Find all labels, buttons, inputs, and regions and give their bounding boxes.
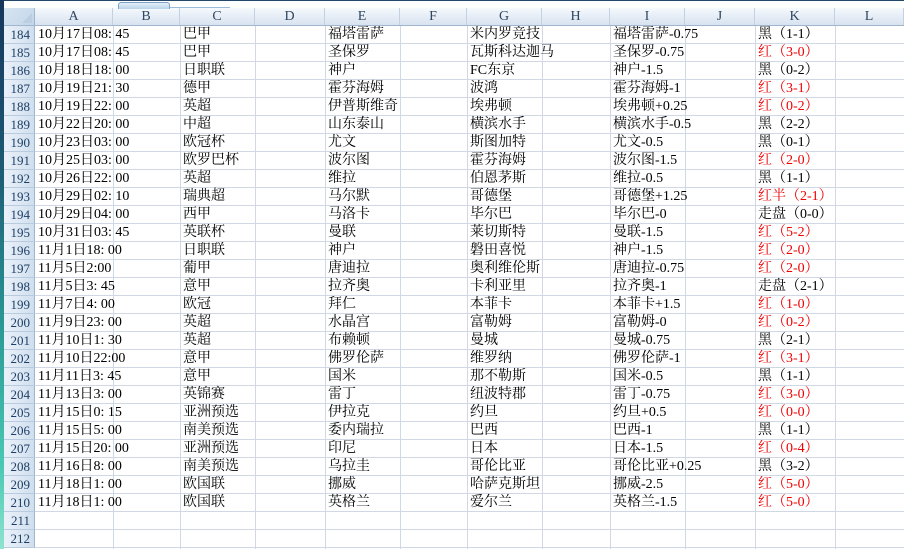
cell-handicap[interactable]: 维拉-0.5 [613,171,664,186]
cell-away-team[interactable]: 霍芬海姆 [470,153,526,168]
cell-result[interactable]: 红（2-0） [758,261,819,276]
cell-home-team[interactable]: 山东泰山 [328,117,384,132]
cell-date[interactable]: 11月15日0: 15 [38,405,122,420]
cell-handicap[interactable]: 巴西-1 [613,423,653,438]
cell-league[interactable]: 欧冠 [183,297,211,312]
cell-handicap[interactable]: 埃弗顿+0.25 [613,99,688,114]
cell-handicap[interactable]: 雷丁-0.75 [613,387,671,402]
cell-date[interactable]: 10月26日22: 00 [38,171,130,186]
cell-league[interactable]: 南美预选 [183,459,239,474]
cell-handicap[interactable]: 曼联-1.5 [613,225,664,240]
table-row [35,80,904,98]
cell-away-team[interactable]: 哥德堡 [470,189,512,204]
cell-date[interactable]: 11月15日20: 00 [38,441,129,456]
table-row [35,206,904,224]
cell-league[interactable]: 日职联 [183,243,225,258]
column-header-D[interactable]: D [255,8,325,25]
cell-result[interactable]: 红（3-1） [758,81,819,96]
cell-date[interactable]: 10月29日02: 10 [38,189,130,204]
cell-away-team[interactable]: 瓦斯科达迦马 [470,45,554,60]
column-header-H[interactable]: H [542,8,610,25]
row-header[interactable]: 204 [0,386,35,404]
cell-result[interactable]: 红（2-0） [758,243,819,258]
row-header[interactable]: 211 [0,512,35,530]
row-header[interactable]: 191 [0,152,35,170]
cell-away-team[interactable]: 维罗纳 [470,351,512,366]
table-row [35,44,904,62]
row-header[interactable]: 195 [0,224,35,242]
table-row [35,512,904,530]
cell-result[interactable]: 黑（0-2） [758,63,819,78]
table-row [35,260,904,278]
table-row [35,422,904,440]
cell-away-team[interactable]: 那不勒斯 [470,369,526,384]
cell-date[interactable]: 10月17日08: 45 [38,27,130,42]
table-row [35,278,904,296]
row-header[interactable]: 184 [0,26,35,44]
column-header-E[interactable]: E [325,8,400,25]
cell-away-team[interactable]: 哈萨克斯坦 [470,477,540,492]
cell-result[interactable]: 红（5-0） [758,477,819,492]
cell-date[interactable]: 11月13日3: 00 [38,387,122,402]
cell-home-team[interactable]: 雷丁 [328,387,356,402]
cell-league[interactable]: 德甲 [183,81,211,96]
cell-result[interactable]: 红半（2-1） [758,189,833,204]
row-header[interactable]: 206 [0,422,35,440]
row-header[interactable]: 199 [0,296,35,314]
row-header[interactable]: 202 [0,350,35,368]
cell-league[interactable]: 巴甲 [183,27,211,42]
cell-result[interactable]: 红（0-2） [758,99,819,114]
cell-home-team[interactable]: 神户 [328,63,356,78]
cell-away-team[interactable]: 纽波特郡 [470,387,526,402]
cell-result[interactable]: 红（5-0） [758,495,819,510]
row-header[interactable]: 201 [0,332,35,350]
cell-home-team[interactable]: 神户 [328,243,356,258]
cell-handicap[interactable]: 佛罗伦萨-1 [613,351,681,366]
cell-result[interactable]: 黑（1-1） [758,27,819,42]
table-row [35,188,904,206]
cell-date[interactable]: 11月7日4: 00 [38,297,115,312]
cell-league[interactable]: 西甲 [183,207,211,222]
cell-home-team[interactable]: 维拉 [328,171,356,186]
cell-handicap[interactable]: 本菲卡+1.5 [613,297,681,312]
cell-away-team[interactable]: FC东京 [470,63,516,78]
cell-league[interactable]: 欧国联 [183,495,225,510]
cell-handicap[interactable]: 国米-0.5 [613,369,664,384]
row-header[interactable]: 193 [0,188,35,206]
cell-result[interactable]: 红（3-0） [758,387,819,402]
cell-handicap[interactable]: 霍芬海姆-1 [613,81,681,96]
cell-date[interactable]: 10月25日03: 00 [38,153,130,168]
row-header[interactable]: 197 [0,260,35,278]
cell-home-team[interactable]: 拉齐奥 [328,279,370,294]
cell-result[interactable]: 黑（3-2） [758,459,819,474]
table-row [35,170,904,188]
table-row [35,224,904,242]
cell-away-team[interactable]: 埃弗顿 [470,99,512,114]
cell-away-team[interactable]: 卡利亚里 [470,279,526,294]
cell-away-team[interactable]: 哥伦比亚 [470,459,526,474]
cell-home-team[interactable]: 尤文 [328,135,356,150]
tab-line [170,7,230,8]
cell-away-team[interactable]: 曼城 [470,333,498,348]
column-header-B[interactable]: B [113,8,180,25]
cell-handicap[interactable]: 横滨水手-0.5 [613,117,692,132]
table-row [35,368,904,386]
cell-date[interactable]: 11月15日5: 00 [38,423,122,438]
cell-date[interactable]: 11月18日1: 00 [38,495,122,510]
table-row [35,116,904,134]
cell-league[interactable]: 葡甲 [183,261,211,276]
cell-handicap[interactable]: 波尔图-1.5 [613,153,678,168]
cell-date[interactable]: 10月22日20: 00 [38,117,130,132]
cell-league[interactable]: 意甲 [183,369,211,384]
row-header[interactable]: 192 [0,170,35,188]
cell-away-team[interactable]: 斯图加特 [470,135,526,150]
row-header[interactable]: 186 [0,62,35,80]
cell-away-team[interactable]: 波鸿 [470,81,498,96]
cell-result[interactable]: 黑（2-1） [758,333,819,348]
cell-league[interactable]: 南美预选 [183,423,239,438]
row-header[interactable]: 210 [0,494,35,512]
table-row [35,332,904,350]
cell-home-team[interactable]: 马尔默 [328,189,370,204]
cell-date[interactable]: 10月19日22: 00 [38,99,130,114]
cell-home-team[interactable]: 委内瑞拉 [328,423,384,438]
cell-league[interactable]: 亚洲预选 [183,441,239,456]
cell-home-team[interactable]: 印尼 [328,441,356,456]
cell-date[interactable]: 10月18日18: 00 [38,63,130,78]
cell-league[interactable]: 中超 [183,117,211,132]
cell-handicap[interactable]: 圣保罗-0.75 [613,45,685,60]
cell-result[interactable]: 红（0-4） [758,441,819,456]
cell-handicap[interactable]: 神户-1.5 [613,63,664,78]
cell-league[interactable]: 英超 [183,171,211,186]
cell-handicap[interactable]: 唐迪拉-0.75 [613,261,685,276]
cell-home-team[interactable]: 霍芬海姆 [328,81,384,96]
cell-away-team[interactable]: 毕尔巴 [470,207,512,222]
row-header[interactable]: 205 [0,404,35,422]
cell-date[interactable]: 11月11日3: 45 [38,369,122,384]
row-header[interactable]: 188 [0,98,35,116]
cell-away-team[interactable]: 磐田喜悦 [470,243,526,258]
row-header[interactable]: 185 [0,44,35,62]
cell-home-team[interactable]: 伊普斯维奇 [328,99,398,114]
row-header[interactable]: 200 [0,314,35,332]
cell-away-team[interactable]: 横滨水手 [470,117,526,132]
cell-league[interactable]: 英锦赛 [183,387,225,402]
cell-date[interactable]: 10月19日21: 30 [38,81,130,96]
name-box-tab [118,2,170,9]
cell-home-team[interactable]: 佛罗伦萨 [328,351,384,366]
row-header[interactable]: 187 [0,80,35,98]
cell-date[interactable]: 10月17日08: 45 [38,45,130,60]
cell-result[interactable]: 黑（1-1） [758,423,819,438]
cell-away-team[interactable]: 巴西 [470,423,498,438]
cell-league[interactable]: 英超 [183,99,211,114]
table-row [35,476,904,494]
table-row [35,440,904,458]
cell-result[interactable]: 红（2-0） [758,153,819,168]
cell-handicap[interactable]: 约旦+0.5 [613,405,667,420]
cell-league[interactable]: 欧冠杯 [183,135,225,150]
cell-result[interactable]: 红（0-2） [758,315,819,330]
cell-league[interactable]: 英超 [183,315,211,330]
column-header-J[interactable]: J [685,8,755,25]
table-row [35,404,904,422]
select-all-button[interactable] [0,8,35,25]
cell-league[interactable]: 英超 [183,333,211,348]
cell-home-team[interactable]: 英格兰 [328,495,370,510]
cell-league[interactable]: 意甲 [183,279,211,294]
cell-date[interactable]: 10月31日03: 45 [38,225,130,240]
cell-league[interactable]: 欧国联 [183,477,225,492]
cell-home-team[interactable]: 圣保罗 [328,45,370,60]
cell-handicap[interactable]: 尤文-0.5 [613,135,664,150]
cell-home-team[interactable]: 福塔雷萨 [328,27,384,42]
row-header[interactable]: 212 [0,530,35,548]
cell-league[interactable]: 亚洲预选 [183,405,239,420]
cell-handicap[interactable]: 哥德堡+1.25 [613,189,688,204]
cell-result[interactable]: 黑（0-1） [758,135,819,150]
cell-away-team[interactable]: 爱尔兰 [470,495,512,510]
cell-result[interactable]: 红（3-0） [758,45,819,60]
cell-handicap[interactable]: 挪威-2.5 [613,477,664,492]
row-header[interactable]: 190 [0,134,35,152]
cell-home-team[interactable]: 唐迪拉 [328,261,370,276]
cell-home-team[interactable]: 曼联 [328,225,356,240]
cell-home-team[interactable]: 伊拉克 [328,405,370,420]
row-header-gutter [0,26,35,548]
table-row [35,458,904,476]
cell-away-team[interactable]: 本菲卡 [470,297,512,312]
cell-home-team[interactable]: 乌拉圭 [328,459,370,474]
formula-bar-sliver [0,0,904,8]
cell-date[interactable]: 11月18日1: 00 [38,477,122,492]
cell-away-team[interactable]: 约旦 [470,405,498,420]
cell-date[interactable]: 11月5日2:00 [38,261,112,276]
window-edge [0,0,4,549]
row-header[interactable]: 198 [0,278,35,296]
cell-date[interactable]: 11月5日3: 45 [38,279,115,294]
table-row [35,314,904,332]
row-header[interactable]: 207 [0,440,35,458]
cell-league[interactable]: 巴甲 [183,45,211,60]
cell-date[interactable]: 11月10日22:00 [38,351,126,366]
cell-date[interactable]: 11月1日18: 00 [38,243,122,258]
column-header-L[interactable]: L [835,8,904,25]
cell-handicap[interactable]: 日本-1.5 [613,441,664,456]
cell-league[interactable]: 日职联 [183,63,225,78]
column-header-I[interactable]: I [610,8,685,25]
cell-handicap[interactable]: 英格兰-1.5 [613,495,678,510]
cell-home-team[interactable]: 布赖顿 [328,333,370,348]
cell-handicap[interactable]: 拉齐奥-1 [613,279,667,294]
cell-handicap[interactable]: 富勒姆-0 [613,315,667,330]
column-header-F[interactable]: F [400,8,467,25]
select-all-triangle-icon [22,13,32,23]
cell-handicap[interactable]: 福塔雷萨-0.75 [613,27,699,42]
column-header-row [0,8,904,26]
cell-result[interactable]: 红（3-1） [758,351,819,366]
column-header-G[interactable]: G [467,8,542,25]
cell-home-team[interactable]: 挪威 [328,477,356,492]
cell-date[interactable]: 10月23日03: 00 [38,135,130,150]
table-row [35,350,904,368]
table-row [35,386,904,404]
cell-result[interactable]: 黑（2-2） [758,117,819,132]
cell-handicap[interactable]: 神户-1.5 [613,243,664,258]
cell-away-team[interactable]: 莱切斯特 [470,225,526,240]
row-header[interactable]: 189 [0,116,35,134]
cell-handicap[interactable]: 哥伦比亚+0.25 [613,459,702,474]
column-header-C[interactable]: C [180,8,255,25]
cell-result[interactable]: 黑（1-1） [758,369,819,384]
worksheet-grid [35,26,904,549]
table-row [35,242,904,260]
column-header-K[interactable]: K [755,8,835,25]
cell-date[interactable]: 11月16日8: 00 [38,459,122,474]
cell-home-team[interactable]: 波尔图 [328,153,370,168]
cell-result[interactable]: 红（1-0） [758,297,819,312]
row-header[interactable]: 194 [0,206,35,224]
table-row [35,134,904,152]
cell-away-team[interactable]: 富勒姆 [470,315,512,330]
table-row [35,98,904,116]
cell-date[interactable]: 10月29日04: 00 [38,207,130,222]
table-row [35,62,904,80]
cell-away-team[interactable]: 日本 [470,441,498,456]
cell-away-team[interactable]: 伯恩茅斯 [470,171,526,186]
row-header[interactable]: 196 [0,242,35,260]
cell-home-team[interactable]: 马洛卡 [328,207,370,222]
column-header-A[interactable]: A [35,8,113,25]
table-row [35,296,904,314]
row-header[interactable]: 209 [0,476,35,494]
cell-result[interactable]: 走盘（2-1） [758,279,833,294]
cell-league[interactable]: 意甲 [183,351,211,366]
cell-result[interactable]: 红（0-0） [758,405,819,420]
table-row [35,530,904,548]
cell-away-team[interactable]: 奥利维伦斯 [470,261,540,276]
cell-league[interactable]: 瑞典超 [183,189,225,204]
cell-handicap[interactable]: 曼城-0.75 [613,333,671,348]
row-header[interactable]: 208 [0,458,35,476]
cell-away-team[interactable]: 米内罗竞技 [470,27,540,42]
cell-result[interactable]: 黑（1-1） [758,171,819,186]
table-row [35,26,904,44]
cell-home-team[interactable]: 水晶宫 [328,315,370,330]
cell-date[interactable]: 11月10日1: 30 [38,333,122,348]
cell-result[interactable]: 走盘（0-0） [758,207,833,222]
cell-result[interactable]: 红（5-2） [758,225,819,240]
cell-league[interactable]: 欧罗巴杯 [183,153,239,168]
cell-handicap[interactable]: 毕尔巴-0 [613,207,667,222]
table-row [35,494,904,512]
row-header[interactable]: 203 [0,368,35,386]
cell-home-team[interactable]: 国米 [328,369,356,384]
table-row [35,152,904,170]
cell-league[interactable]: 英联杯 [183,225,225,240]
cell-date[interactable]: 11月9日23: 00 [38,315,122,330]
cell-home-team[interactable]: 拜仁 [328,297,356,312]
